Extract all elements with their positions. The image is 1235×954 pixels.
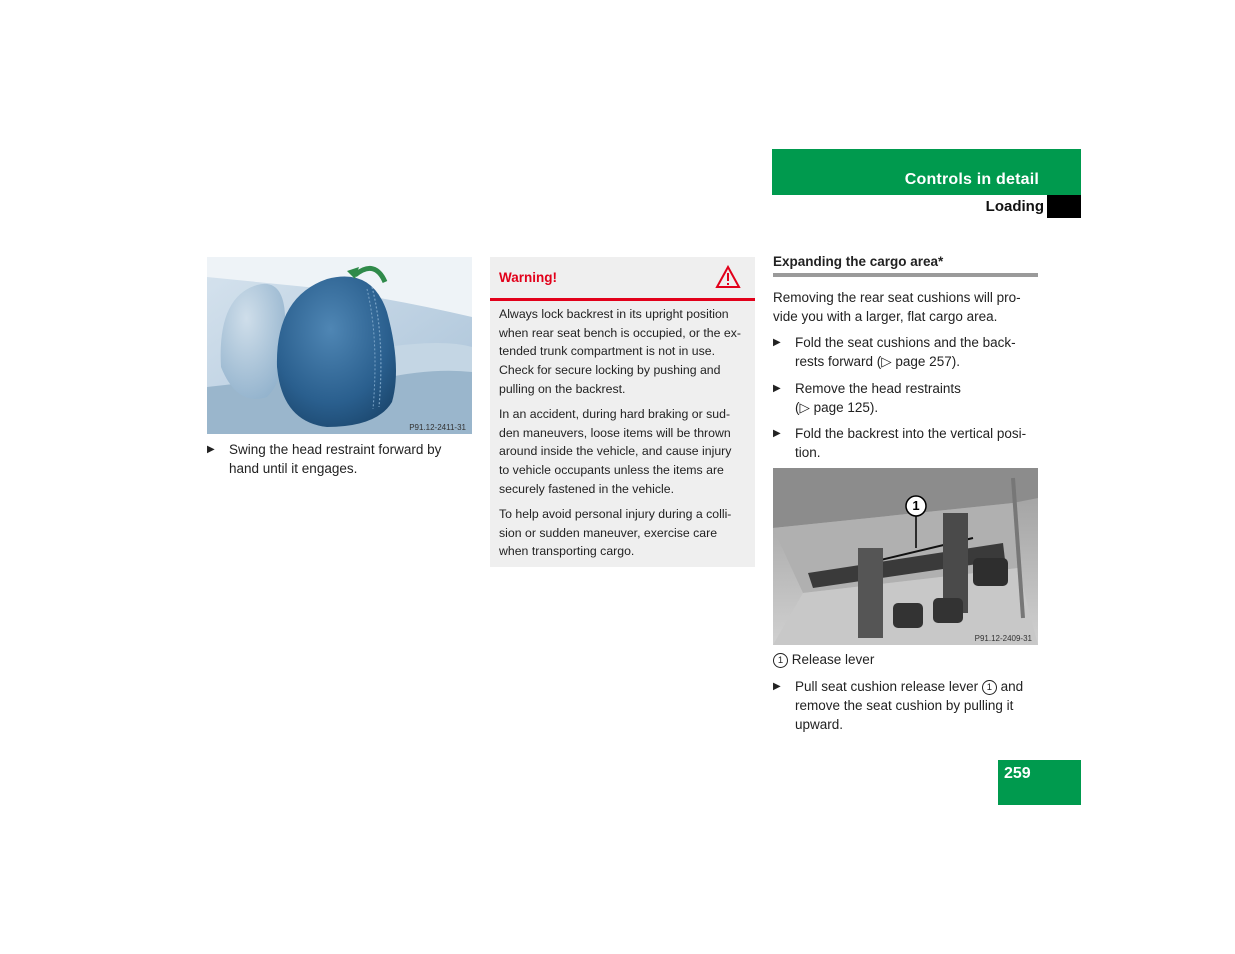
callout-number: 1 — [912, 498, 920, 513]
step-remove-head-restraints: ▶ Remove the head restraints (▷ page 125). — [773, 381, 961, 415]
header-black-tab — [1047, 195, 1081, 218]
step-arrow-icon: ▶ — [773, 428, 781, 439]
warning-paragraph-1: Always lock backrest in its upright position when rear seat bench is occupied, or the ex- tended trunk compartment is not in use. Check for secure locking by pushing and pulling on the backrest. — [499, 307, 741, 396]
legend-text: Release lever — [791, 652, 875, 667]
image-code: P91.12-2411-31 — [409, 423, 466, 432]
release-lever-image — [773, 468, 1038, 645]
warning-header — [490, 257, 755, 301]
step-line: Swing the head restraint forward by — [229, 442, 442, 457]
warning-paragraph-3: To help avoid personal injury during a colli- sion or sudden maneuver, exercise care when transporting cargo. — [499, 507, 732, 559]
step-fold-seat-cushions: ▶ Fold the seat cushions and the back- rests forward (▷ page 257). — [773, 335, 1016, 369]
step-arrow-icon: ▶ — [207, 444, 215, 455]
image-code: P91.12-2409-31 — [974, 634, 1032, 643]
legend-number-badge: 1 — [773, 653, 788, 668]
page-number: 259 — [1004, 765, 1031, 782]
warning-title: Warning! — [499, 270, 557, 285]
warning-triangle-icon — [715, 265, 741, 294]
step-fold-backrest: ▶ Fold the backrest into the vertical posi- tion. — [773, 426, 1027, 460]
step-arrow-icon: ▶ — [773, 337, 781, 348]
warning-paragraph-2: In an accident, during hard braking or sud- den maneuvers, loose items will be thrown around inside the vehicle, and cause injury to vehicle occupants unless the items are securely fastened in the vehicle. — [499, 407, 732, 496]
page-number-tab — [998, 760, 1081, 805]
warning-box — [490, 257, 755, 567]
step-arrow-icon: ▶ — [773, 681, 781, 692]
section-heading: Expanding the cargo area* — [773, 254, 1038, 277]
inline-number-badge: 1 — [982, 680, 997, 695]
subsection-title: Loading — [985, 198, 1044, 215]
image-legend — [773, 650, 1038, 669]
step-pull-release-lever: ▶ Pull seat cushion release lever 1 and remove the seat cushion by pulling it upward. — [773, 679, 1024, 732]
step-swing-head-restraint — [207, 440, 472, 480]
section-header-bar — [772, 149, 1081, 195]
head-restraint-image — [207, 257, 472, 434]
section-title: Controls in detail — [904, 171, 1039, 188]
step-arrow-icon: ▶ — [773, 383, 781, 394]
intro-paragraph: Removing the rear seat cushions will pro- vide you with a larger, flat cargo area. — [773, 290, 1021, 324]
step-line: hand until it engages. — [229, 461, 358, 476]
